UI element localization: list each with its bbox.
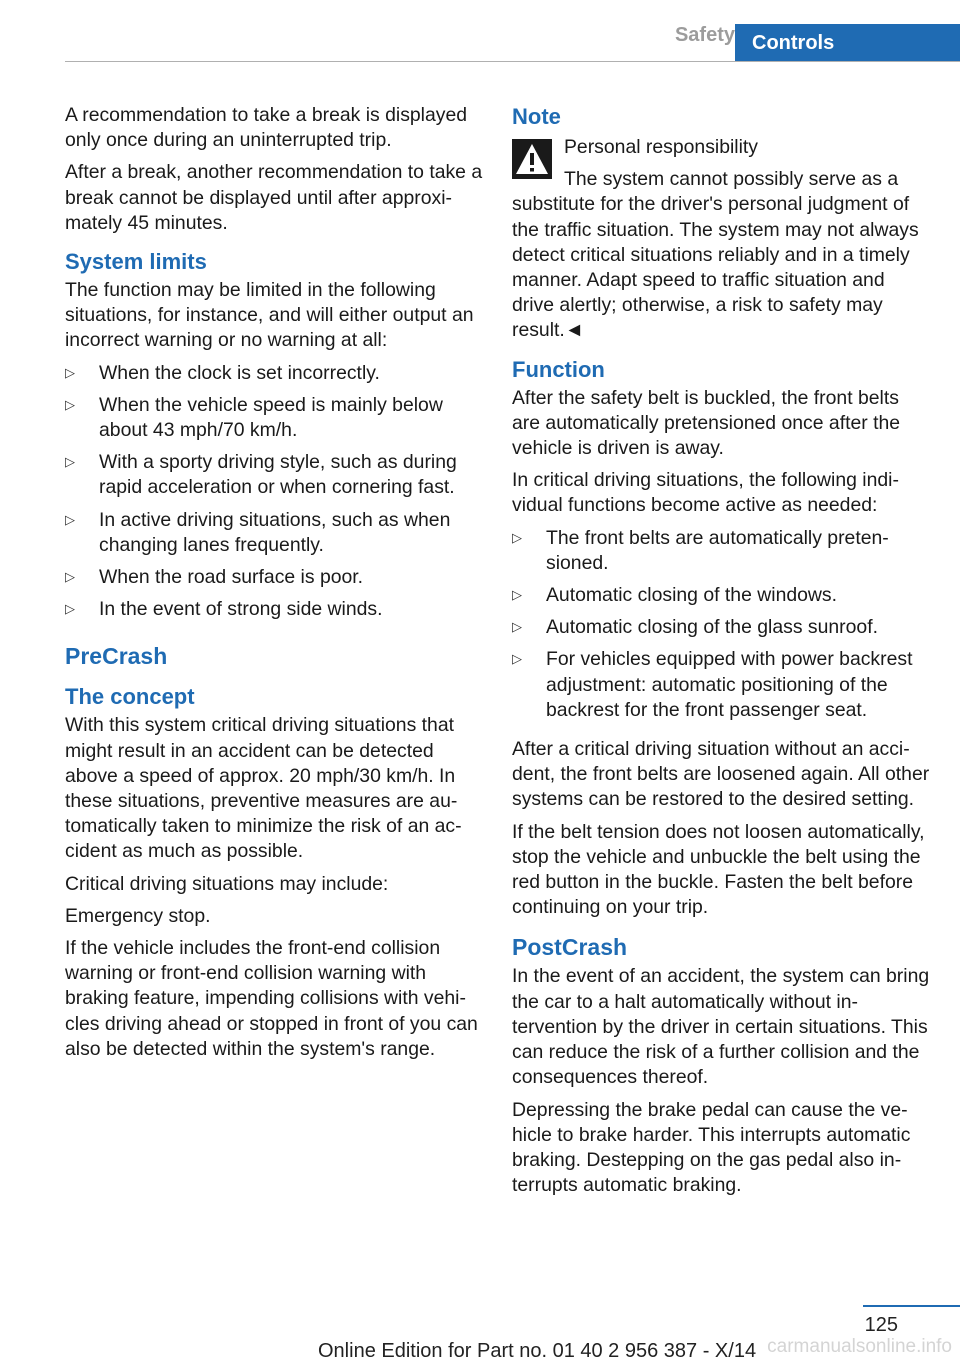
list-item: ▷ When the vehicle speed is mainly below about 43 mph/70 km/h. <box>65 393 443 442</box>
system-limits-heading: System limits <box>65 249 207 275</box>
list-item: ▷ When the clock is set incorrectly. <box>65 361 483 393</box>
concept-paragraph: With this system critical driving situations that might result in an accident can be detected above a speed of approx. 20 mph/30 km/h. In these situations, preventive measures are automatically taken to minimize the risk of an accident as much as possible. <box>65 714 462 863</box>
triangle-bullet-icon: ▷ <box>65 455 75 471</box>
function-list <box>512 526 930 730</box>
triangle-bullet-icon: ▷ <box>512 588 522 604</box>
function-paragraph-1: After the safety belt is buckled, the front belts are automatically pretensioned once after the vehicle is driven is away. <box>512 386 901 460</box>
warning-triangle-icon <box>512 139 552 179</box>
page-header <box>65 0 960 62</box>
collision-warning-paragraph: If the vehicle includes the front-end collision warning or front-end collision warning with braking feature, impending collisions with vehicles driving ahead or stopped in front of you can also be detected within the system's range. <box>65 937 478 1060</box>
triangle-bullet-icon: ▷ <box>512 652 522 668</box>
section-tab-controls: Controls <box>735 24 960 62</box>
function-heading: Function <box>512 356 605 382</box>
list-item: ▷ Automatic closing of the glass sunroof. <box>512 615 930 647</box>
triangle-bullet-icon: ▷ <box>65 397 75 413</box>
function-paragraph-2: In critical driving situations, the following individual functions become active as needed: <box>512 469 899 517</box>
note-title: Personal responsibility <box>564 136 759 158</box>
postcrash-paragraph-1: In the event of an accident, the system can bring the car to a halt automatically without intervention by the driver in certain situations. This can reduce the risk of a further collision and the consequences thereof. <box>512 965 930 1089</box>
precrash-heading: PreCrash <box>65 643 168 670</box>
header-divider <box>65 61 960 62</box>
critical-situations-paragraph: Critical driving situations may include: <box>65 872 389 895</box>
section-tab-safety: Safety <box>674 24 735 46</box>
page-number: 125 <box>864 1314 898 1336</box>
list-item: ▷ For vehicles equipped with power backrest adjustment: automatic positioning of the backrest for the front passenger seat. <box>512 648 913 721</box>
postcrash-heading: PostCrash <box>512 934 628 961</box>
function-paragraph-3: After a critical driving situation without an accident, the front belts are loosened again. All other systems can be restored to the desired setting. <box>512 738 930 811</box>
left-column <box>65 103 483 1069</box>
note-block <box>512 135 930 344</box>
triangle-bullet-icon: ▷ <box>512 530 522 546</box>
concept-heading: The concept <box>65 684 195 710</box>
list-item: ▷ Automatic closing of the windows. <box>512 583 930 615</box>
emergency-stop-paragraph: Emergency stop. <box>65 904 211 927</box>
list-item: ▷ When the road surface is poor. <box>65 565 483 597</box>
site-watermark: carmanualsonline.info <box>767 1336 952 1357</box>
triangle-bullet-icon: ▷ <box>65 512 75 528</box>
triangle-bullet-icon: ▷ <box>65 365 75 381</box>
list-item: ▷ The front belts are automatically pretensioned. <box>512 526 889 574</box>
triangle-bullet-icon: ▷ <box>65 570 75 586</box>
right-column <box>512 103 930 1205</box>
system-limits-intro: The function may be limited in the following situations, for instance, and will either output an incorrect warning or no warning at all: <box>65 279 474 352</box>
list-item: ▷ In active driving situations, such as when changing lanes frequently. <box>65 508 451 556</box>
function-paragraph-4: If the belt tension does not loosen automatically, stop the vehicle and unbuckle the belt using the red button in the buckle. Fasten the belt before continuing on your trip. <box>512 820 925 919</box>
list-item: ▷ In the event of strong side winds. <box>65 597 483 629</box>
postcrash-paragraph-2: Depressing the brake pedal can cause the vehicle to brake harder. This interrupts automatic braking. Destepping on the gas pedal also interrupts automatic braking. <box>512 1098 911 1197</box>
triangle-bullet-icon: ▷ <box>65 602 75 618</box>
list-item: ▷ With a sporty driving style, such as during rapid acceleration or when cornering fast. <box>65 451 457 499</box>
note-label: Note <box>512 104 561 129</box>
break-interval-paragraph: After a break, another recommendation to take a break cannot be displayed until after approximately 45 minutes. <box>65 161 483 234</box>
break-recommendation-paragraph: A recommendation to take a break is displayed only once during an uninterrupted trip. <box>65 104 468 152</box>
footer-divider <box>863 1305 960 1307</box>
edition-footer: Online Edition for Part no. 01 40 2 956 387 - X/14 <box>318 1340 757 1362</box>
triangle-bullet-icon: ▷ <box>512 620 522 636</box>
system-limits-list <box>65 361 483 630</box>
note-text: The system cannot possibly serve as a substitute for the driver's personal judgment of the traffic situation. The system may not always detect critical situations reliably and in a timely manner. Adapt speed to traffic situation and drive alertly; otherwise, a risk to safety may result.◄ <box>512 168 919 342</box>
